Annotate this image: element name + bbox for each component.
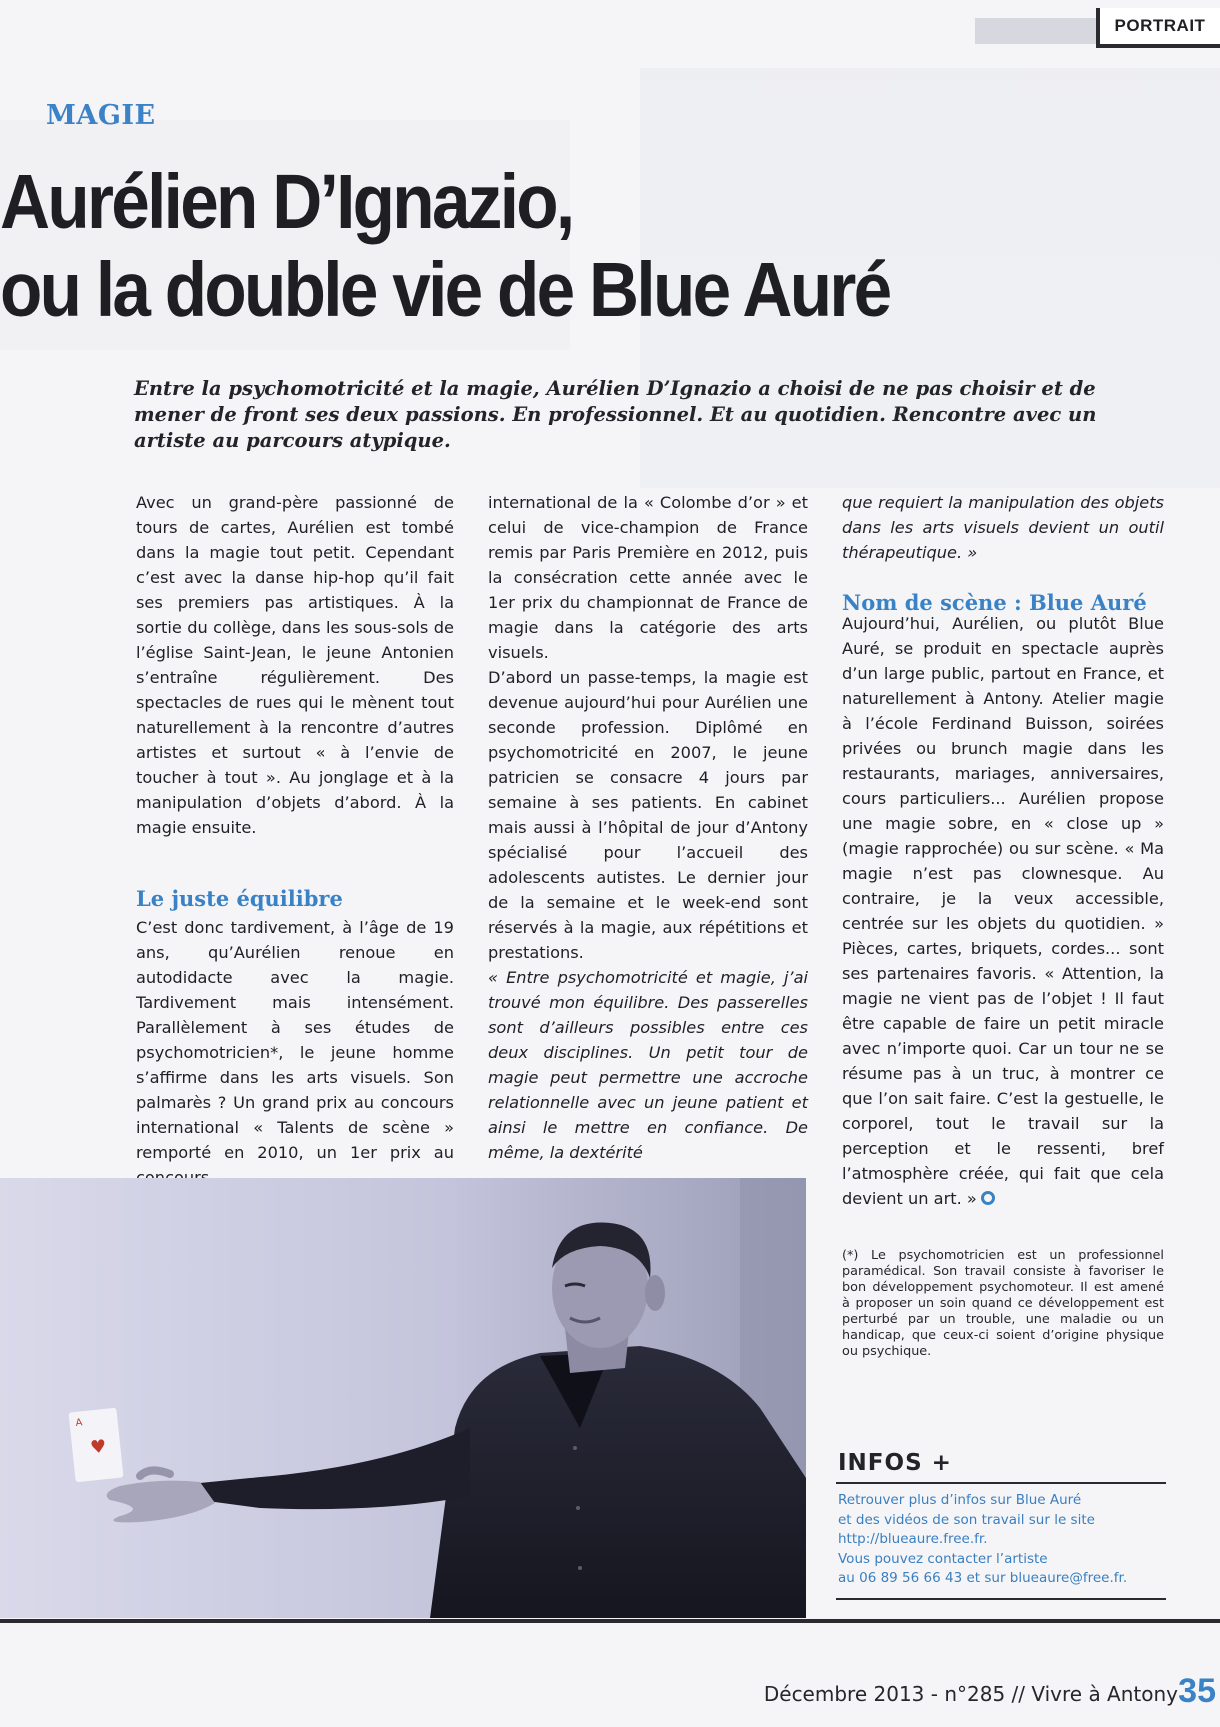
paragraph-juste-equilibre: C’est donc tardivement, à l’âge de 19 ans, qu’Aurélien renoue en autodidacte avec la magie. Tardivement mais intensément. Parallèlement à ses études de psychomotricien*, le jeune homme s’affirme dans les arts visuels. Son palmarès ? Un grand prix au concours international « Talents de scène » remporté en 2010, un 1er prix au xyxy=(136,918,454,1162)
infos-line-4: Vous pouvez contacter l’artiste xyxy=(838,1550,1048,1567)
column-3 xyxy=(842,611,1164,1211)
paragraph-profession: D’abord un passe-temps, la magie est devenue aujourd’hui pour Aurélien une seconde profession. Diplômé en psychomotricité en 2007, le jeune patricien se consacre 4 jours par semaine à ses patients. En cabinet mais aussi à l’hôpital de jour d’Antony spécialisé pour l’accueil des adolescents autistes. Le dernier jour de la semaine et le week-end sont réservés à la magie, aux répétitions et prestations. xyxy=(488,668,808,962)
article-lead: Entre la psychomotricité et la magie, Aurélien D’Ignazio a choisi de ne pas choisir et de mener de front ses deux passions. En professionnel. Et au quotidien. Rencontre avec un artiste au parcours atypique. xyxy=(134,377,1097,452)
paragraph-palmares: international de la « Colombe d’or » et celui de vice-champion de France remis par Paris Première en 2012, puis la consécration cette année avec le 1er prix du championnat de France de magie dans la catégorie des arts visuels. xyxy=(488,493,808,662)
infos-line-2: et des vidéos de son travail sur le site xyxy=(838,1511,1095,1528)
page-bottom-rule xyxy=(0,1619,1220,1623)
issue-line: Décembre 2013 - n°285 // Vivre à Antony xyxy=(763,1682,1178,1706)
title-line-2: ou la double vie de Blue Auré xyxy=(0,247,890,333)
playing-card-ace-of-hearts xyxy=(68,1408,123,1483)
paragraph-blue-aure: Aujourd’hui, Aurélien, ou plutôt Blue Auré, se produit en spectacle auprès d’un large public, partout en France, et naturellement à Antony. Atelier magie à l’école Ferdinand Buisson, soirées privées ou brunch magie dans les restaurants, mariages, anniversaires, cours particuliers... Aurélien propose une magie sobre, en « close up » (magie rapprochée) ou sur scène. « Ma magie n’est pas clownesque. Au contraire, je la veux accessible, centrée sur les objets du quotidien. » Pièces, cartes, briquets, cordes... sont ses partenaires favoris. « Attention, la magie ne vient pas de l’objet ! Il faut être capable de faire un petit miracle avec n’importe quoi. Car un tour ne se résume pas à un truc, à montrer ce que l’on sait faire. C’est la gestuelle, le corporel, tout le travail sur la perception et le ressenti, bref l’atmosphère créée, qui fait que cela devient un art. » xyxy=(842,614,1164,1208)
infos-line-1: Retrouver plus d’infos sur Blue Auré xyxy=(838,1492,1082,1508)
svg-text:♥: ♥ xyxy=(89,1435,108,1459)
article-kicker: MAGIE xyxy=(46,100,156,131)
magician-photo xyxy=(0,1178,806,1618)
title-line-1: Aurélien D’Ignazio, xyxy=(0,159,573,245)
infos-website-link[interactable]: http://blueaure.free.fr. xyxy=(838,1531,988,1547)
svg-text:A: A xyxy=(75,1417,84,1429)
infos-heading: INFOS + xyxy=(838,1450,952,1476)
column-2 xyxy=(488,490,808,1165)
footnote: (*) Le psychomotricien est un professionnel paramédical. Son travail consiste à favoriser le bon développement psychomoteur. Il est amené à proposer un soin quand ce développement est perturbé par un trouble, une maladie ou un handicap, que ceux-ci soient d’origine physique ou psychique. xyxy=(842,1248,1164,1359)
subheading-juste-equilibre: Le juste équilibre xyxy=(136,886,343,911)
column-1-intro xyxy=(136,490,454,840)
infos-text xyxy=(838,1491,1168,1589)
paragraph-intro: Avec un grand-père passionné de tours de cartes, Aurélien est tombé dans la magie tout petit. Cependant c’est avec la danse hip-hop qu’il fait ses premiers pas artistiques. À la sortie du collège, dans les sous-sols de l’église Saint-Jean, le jeune Antonien s’entraîne régulièrement. Des spectacles de rues qui le mènent tout naturellement à la rencontre d’autres artistes et surtout « à l’envie de toucher à tout ». Au jonglage et à la manipulation d’objets d’abord. À la magie ensuite. xyxy=(136,493,454,837)
section-tag: PORTRAIT xyxy=(1096,8,1220,48)
infos-top-rule xyxy=(836,1482,1166,1484)
paragraph-quote-therapy: que requiert la manipulation des objets dans les arts visuels devient un outil thérapeutique. » xyxy=(842,493,1164,562)
paragraph-quote-equilibre: « Entre psychomotricité et magie, j’ai trouvé mon équilibre. Des passerelles sont d’ailleurs possibles entre ces deux disciplines. Un petit tour de magie peut permettre une accroche relationnelle avec un jeune patient et ainsi le mettre en confiance. De même, la dextérité xyxy=(488,968,808,1162)
end-of-article-ring-icon xyxy=(981,1191,995,1205)
page-number: 35 xyxy=(1178,1672,1216,1710)
faded-section-tab xyxy=(975,18,1097,44)
photo-illustration xyxy=(0,1178,806,1618)
column-3-quote-end xyxy=(842,490,1164,565)
infos-contact-line[interactable]: au 06 89 56 66 43 et sur blueaure@free.fr. xyxy=(838,1570,1128,1586)
article-title xyxy=(0,158,1035,334)
infos-bottom-rule xyxy=(836,1598,1166,1600)
subheading-nom-de-scene: Nom de scène : Blue Auré xyxy=(842,590,1147,615)
column-1-continued xyxy=(136,915,454,1190)
